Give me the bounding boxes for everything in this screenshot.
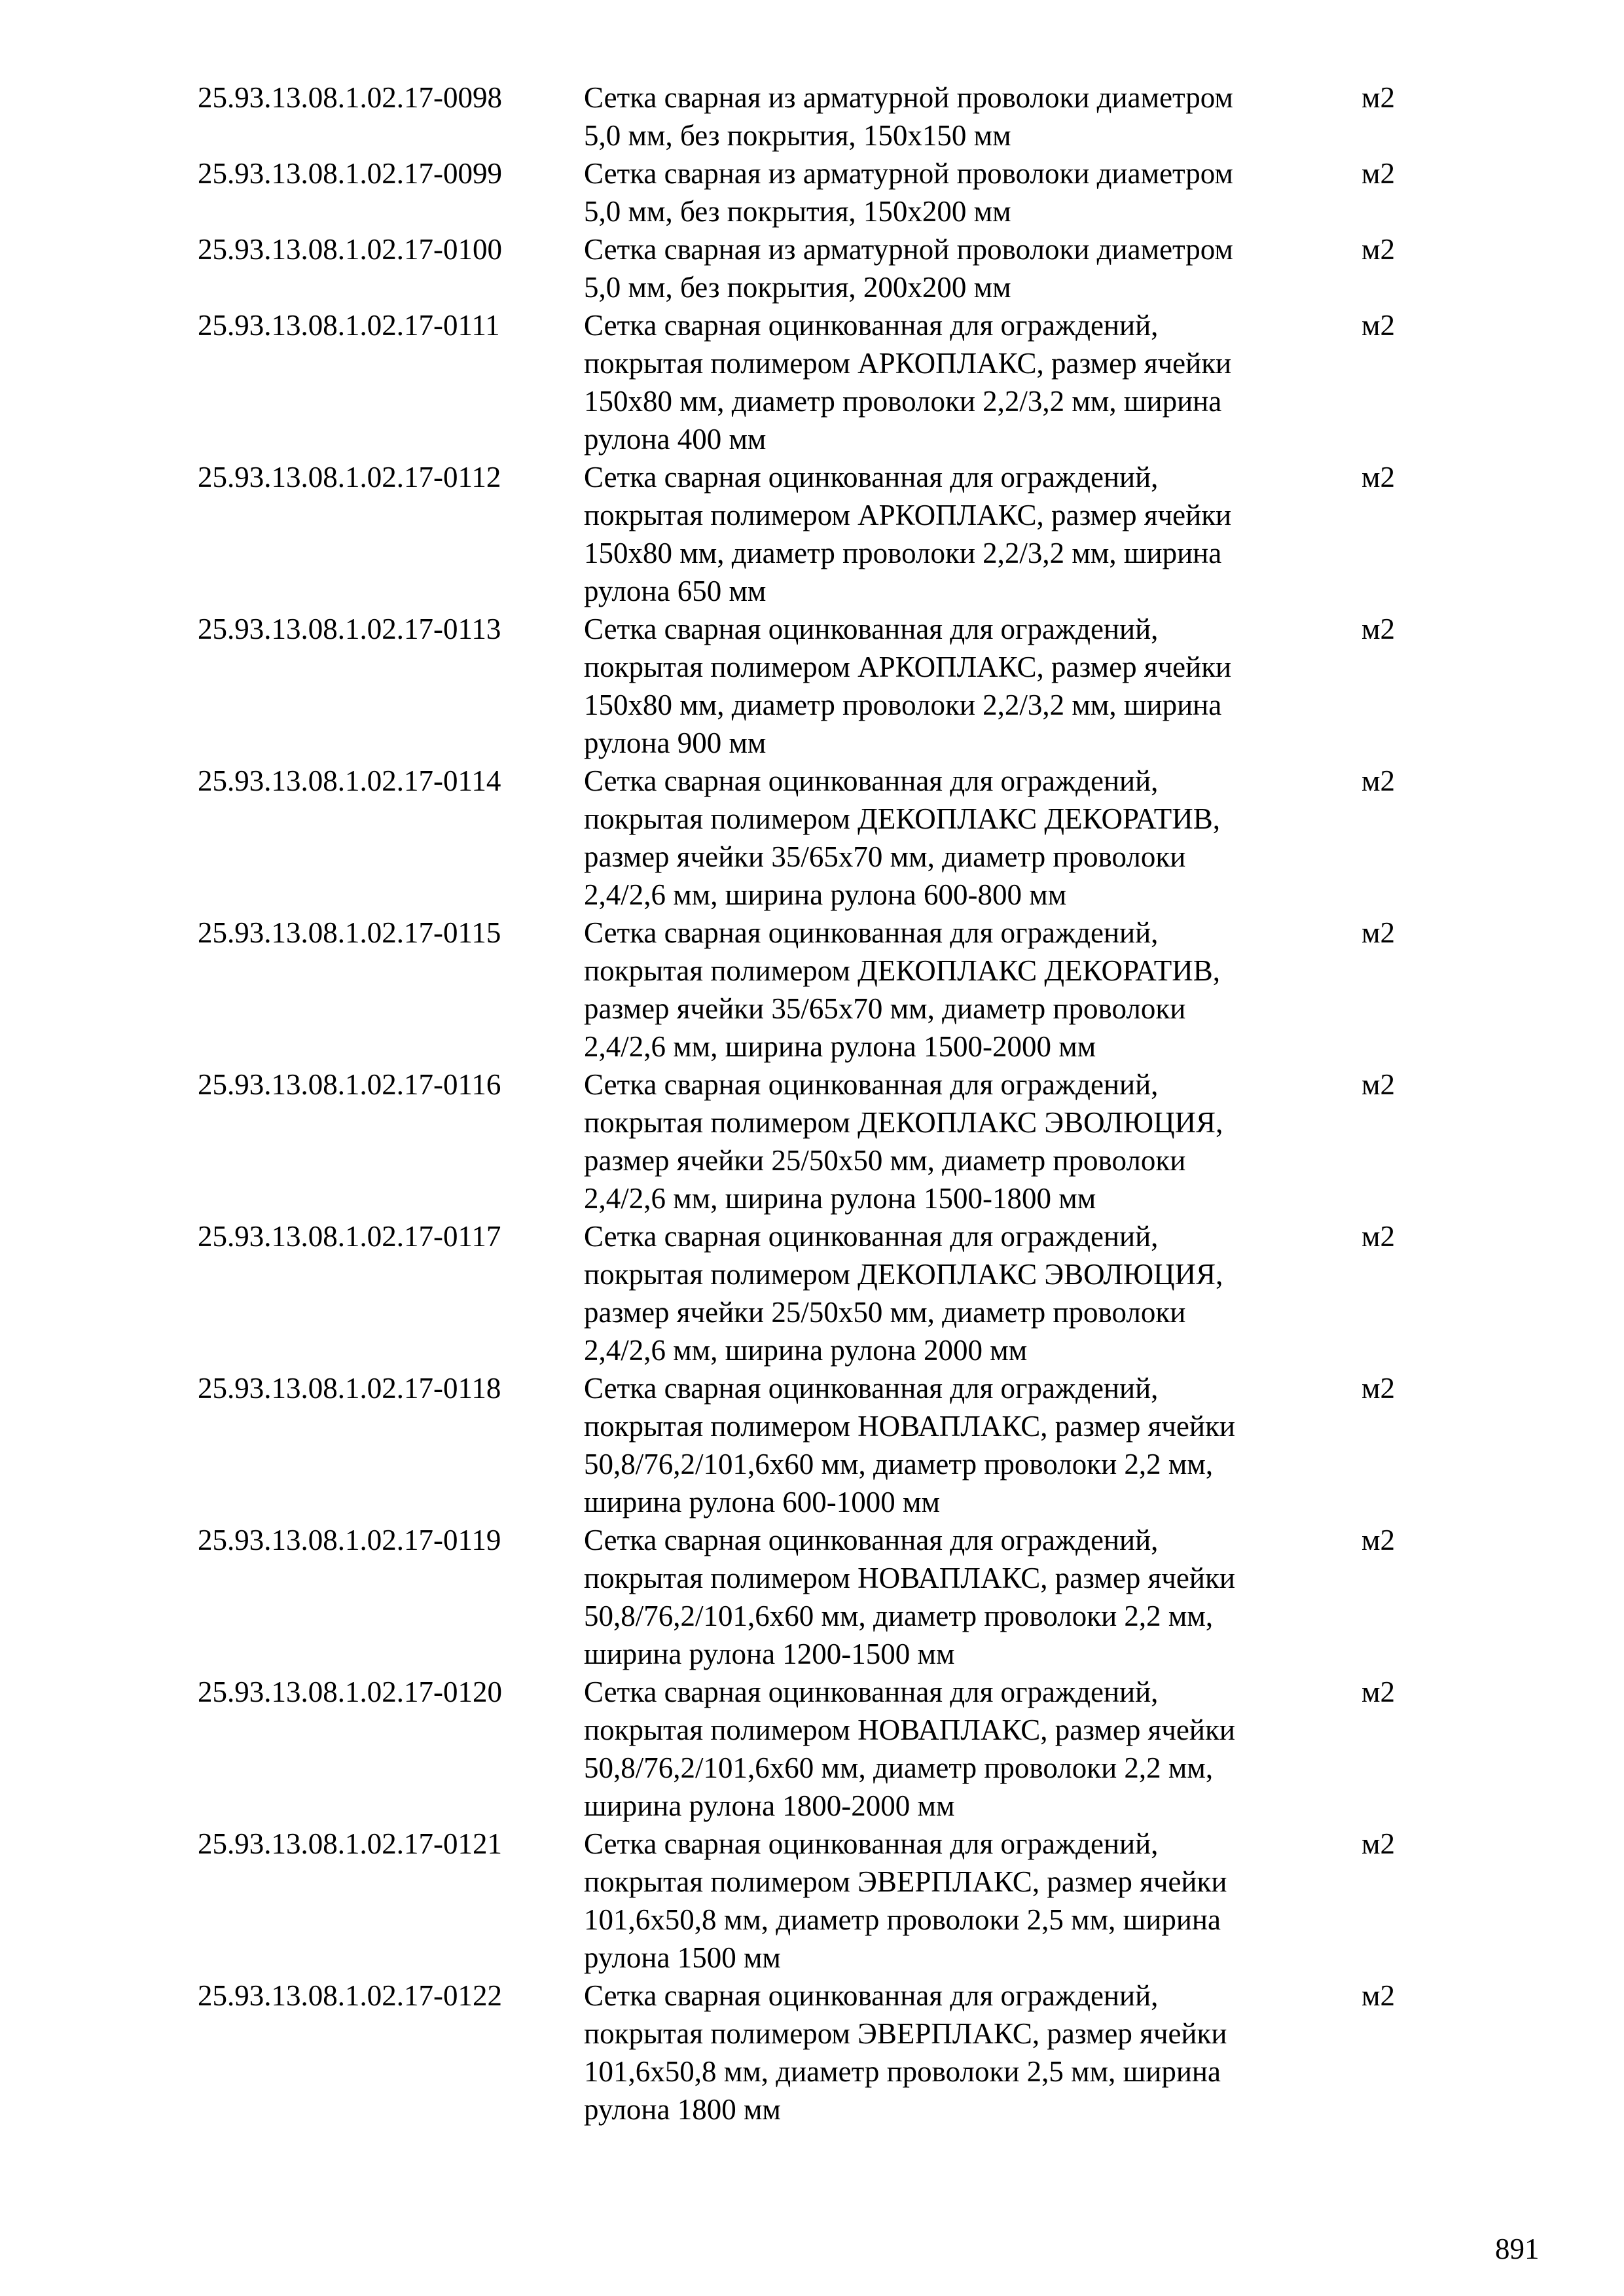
item-code: 25.93.13.08.1.02.17-0113 (198, 613, 501, 645)
description-line: 150х80 мм, диаметр проволоки 2,2/3,2 мм, ширина (584, 689, 1222, 721)
description-line: Сетка сварная оцинкованная для ограждений, (584, 613, 1159, 645)
item-code: 25.93.13.08.1.02.17-0099 (198, 157, 502, 190)
item-description (584, 914, 1362, 1066)
description-line: Сетка сварная оцинкованная для ограждений, (584, 1068, 1159, 1101)
description-line: покрытая полимером НОВАПЛАКС, размер ячейки (584, 1713, 1235, 1746)
item-code: 25.93.13.08.1.02.17-0111 (198, 309, 500, 342)
description-line: Сетка сварная из арматурной проволоки диаметром (584, 157, 1233, 190)
description-line: покрытая полимером ДЕКОПЛАКС ЭВОЛЮЦИЯ, (584, 1258, 1223, 1291)
description-line: 5,0 мм, без покрытия, 150х200 мм (584, 195, 1011, 228)
description-line: Сетка сварная оцинкованная для ограждений, (584, 1676, 1159, 1708)
description-line: рулона 1500 мм (584, 1941, 781, 1974)
item-description (584, 1066, 1362, 1217)
table-row (198, 1673, 1441, 1825)
description-line: покрытая полимером АРКОПЛАКС, размер ячейки (584, 499, 1232, 531)
item-description (584, 79, 1362, 154)
item-unit: м2 (1362, 1524, 1395, 1556)
table-row (198, 1066, 1441, 1217)
item-description (584, 1673, 1362, 1825)
item-unit: м2 (1362, 309, 1395, 342)
description-line: Сетка сварная из арматурной проволоки диаметром (584, 81, 1233, 114)
description-line: покрытая полимером НОВАПЛАКС, размер ячейки (584, 1410, 1235, 1443)
item-code: 25.93.13.08.1.02.17-0121 (198, 1827, 502, 1860)
item-description (584, 1369, 1362, 1521)
description-line: покрытая полимером ДЕКОПЛАКС ЭВОЛЮЦИЯ, (584, 1106, 1223, 1139)
table-row (198, 914, 1441, 1066)
item-description (584, 610, 1362, 762)
description-line: ширина рулона 1200-1500 мм (584, 1638, 955, 1670)
item-unit: м2 (1362, 764, 1395, 797)
item-description (584, 1521, 1362, 1673)
description-line: размер ячейки 35/65х70 мм, диаметр проволоки (584, 840, 1186, 873)
item-unit: м2 (1362, 157, 1395, 190)
description-line: 5,0 мм, без покрытия, 200х200 мм (584, 271, 1011, 304)
description-line: покрытая полимером ДЕКОПЛАКС ДЕКОРАТИВ, (584, 802, 1221, 835)
description-line: Сетка сварная оцинкованная для ограждений, (584, 309, 1159, 342)
description-line: покрытая полимером ЭВЕРПЛАКС, размер ячейки (584, 1865, 1227, 1898)
description-line: Сетка сварная оцинкованная для ограждений, (584, 461, 1159, 493)
description-line: размер ячейки 25/50х50 мм, диаметр проволоки (584, 1144, 1186, 1177)
item-code: 25.93.13.08.1.02.17-0120 (198, 1676, 502, 1708)
description-line: 50,8/76,2/101,6х60 мм, диаметр проволоки 2,2 мм, (584, 1751, 1214, 1784)
item-unit: м2 (1362, 1068, 1395, 1101)
item-code: 25.93.13.08.1.02.17-0122 (198, 1979, 502, 2012)
table-row (198, 230, 1441, 306)
item-unit: м2 (1362, 1827, 1395, 1860)
description-line: Сетка сварная оцинкованная для ограждений, (584, 1979, 1159, 2012)
description-line: покрытая полимером НОВАПЛАКС, размер ячейки (584, 1562, 1235, 1594)
description-line: 50,8/76,2/101,6х60 мм, диаметр проволоки 2,2 мм, (584, 1448, 1214, 1480)
table-row (198, 458, 1441, 610)
item-code: 25.93.13.08.1.02.17-0100 (198, 233, 502, 266)
item-unit: м2 (1362, 81, 1395, 114)
description-line: Сетка сварная оцинкованная для ограждений, (584, 764, 1159, 797)
description-line: 2,4/2,6 мм, ширина рулона 2000 мм (584, 1334, 1028, 1367)
item-unit: м2 (1362, 1372, 1395, 1405)
item-code: 25.93.13.08.1.02.17-0112 (198, 461, 501, 493)
table-row (198, 154, 1441, 230)
description-line: рулона 1800 мм (584, 2093, 781, 2126)
description-line: 150х80 мм, диаметр проволоки 2,2/3,2 мм, ширина (584, 537, 1222, 569)
description-line: покрытая полимером ДЕКОПЛАКС ДЕКОРАТИВ, (584, 954, 1221, 987)
item-code: 25.93.13.08.1.02.17-0115 (198, 916, 501, 949)
table-row (198, 1369, 1441, 1521)
item-unit: м2 (1362, 1220, 1395, 1253)
description-line: Сетка сварная оцинкованная для ограждений, (584, 1220, 1159, 1253)
item-description (584, 1825, 1362, 1977)
table-row (198, 1217, 1441, 1369)
description-line: рулона 900 мм (584, 726, 767, 759)
item-description (584, 306, 1362, 458)
item-unit: м2 (1362, 613, 1395, 645)
description-line: покрытая полимером ЭВЕРПЛАКС, размер ячейки (584, 2017, 1227, 2050)
item-code: 25.93.13.08.1.02.17-0118 (198, 1372, 501, 1405)
description-line: 101,6х50,8 мм, диаметр проволоки 2,5 мм, ширина (584, 1903, 1221, 1936)
description-line: ширина рулона 1800-2000 мм (584, 1789, 955, 1822)
description-line: покрытая полимером АРКОПЛАКС, размер ячейки (584, 651, 1232, 683)
description-line: 2,4/2,6 мм, ширина рулона 1500-2000 мм (584, 1030, 1096, 1063)
item-description (584, 230, 1362, 306)
table-row (198, 762, 1441, 914)
table-row (198, 79, 1441, 154)
item-unit: м2 (1362, 233, 1395, 266)
item-code: 25.93.13.08.1.02.17-0098 (198, 81, 502, 114)
description-line: покрытая полимером АРКОПЛАКС, размер ячейки (584, 347, 1232, 380)
description-line: 2,4/2,6 мм, ширина рулона 600-800 мм (584, 878, 1067, 911)
item-description (584, 1977, 1362, 2128)
description-line: размер ячейки 35/65х70 мм, диаметр проволоки (584, 992, 1186, 1025)
description-line: ширина рулона 600-1000 мм (584, 1486, 940, 1518)
item-description (584, 458, 1362, 610)
item-unit: м2 (1362, 1676, 1395, 1708)
item-code: 25.93.13.08.1.02.17-0114 (198, 764, 501, 797)
description-line: 50,8/76,2/101,6х60 мм, диаметр проволоки 2,2 мм, (584, 1600, 1214, 1632)
item-description (584, 1217, 1362, 1369)
description-line: 2,4/2,6 мм, ширина рулона 1500-1800 мм (584, 1182, 1096, 1215)
item-unit: м2 (1362, 461, 1395, 493)
table-row (198, 1825, 1441, 1977)
item-code: 25.93.13.08.1.02.17-0119 (198, 1524, 501, 1556)
description-line: рулона 400 мм (584, 423, 767, 456)
item-description (584, 762, 1362, 914)
table-row (198, 610, 1441, 762)
table-row (198, 306, 1441, 458)
description-line: 101,6х50,8 мм, диаметр проволоки 2,5 мм, ширина (584, 2055, 1221, 2088)
price-list-table (198, 79, 1441, 2128)
description-line: 150х80 мм, диаметр проволоки 2,2/3,2 мм, ширина (584, 385, 1222, 418)
description-line: 5,0 мм, без покрытия, 150х150 мм (584, 119, 1011, 152)
item-unit: м2 (1362, 916, 1395, 949)
table-row (198, 1521, 1441, 1673)
description-line: Сетка сварная оцинкованная для ограждений, (584, 916, 1159, 949)
description-line: рулона 650 мм (584, 575, 767, 607)
item-code: 25.93.13.08.1.02.17-0117 (198, 1220, 501, 1253)
description-line: Сетка сварная оцинкованная для ограждений, (584, 1524, 1159, 1556)
item-description (584, 154, 1362, 230)
description-line: Сетка сварная оцинкованная для ограждений, (584, 1827, 1159, 1860)
item-code: 25.93.13.08.1.02.17-0116 (198, 1068, 501, 1101)
description-line: размер ячейки 25/50х50 мм, диаметр проволоки (584, 1296, 1186, 1329)
table-row (198, 1977, 1441, 2128)
item-unit: м2 (1362, 1979, 1395, 2012)
page-number: 891 (1495, 2233, 1540, 2265)
description-line: Сетка сварная оцинкованная для ограждений, (584, 1372, 1159, 1405)
description-line: Сетка сварная из арматурной проволоки диаметром (584, 233, 1233, 266)
